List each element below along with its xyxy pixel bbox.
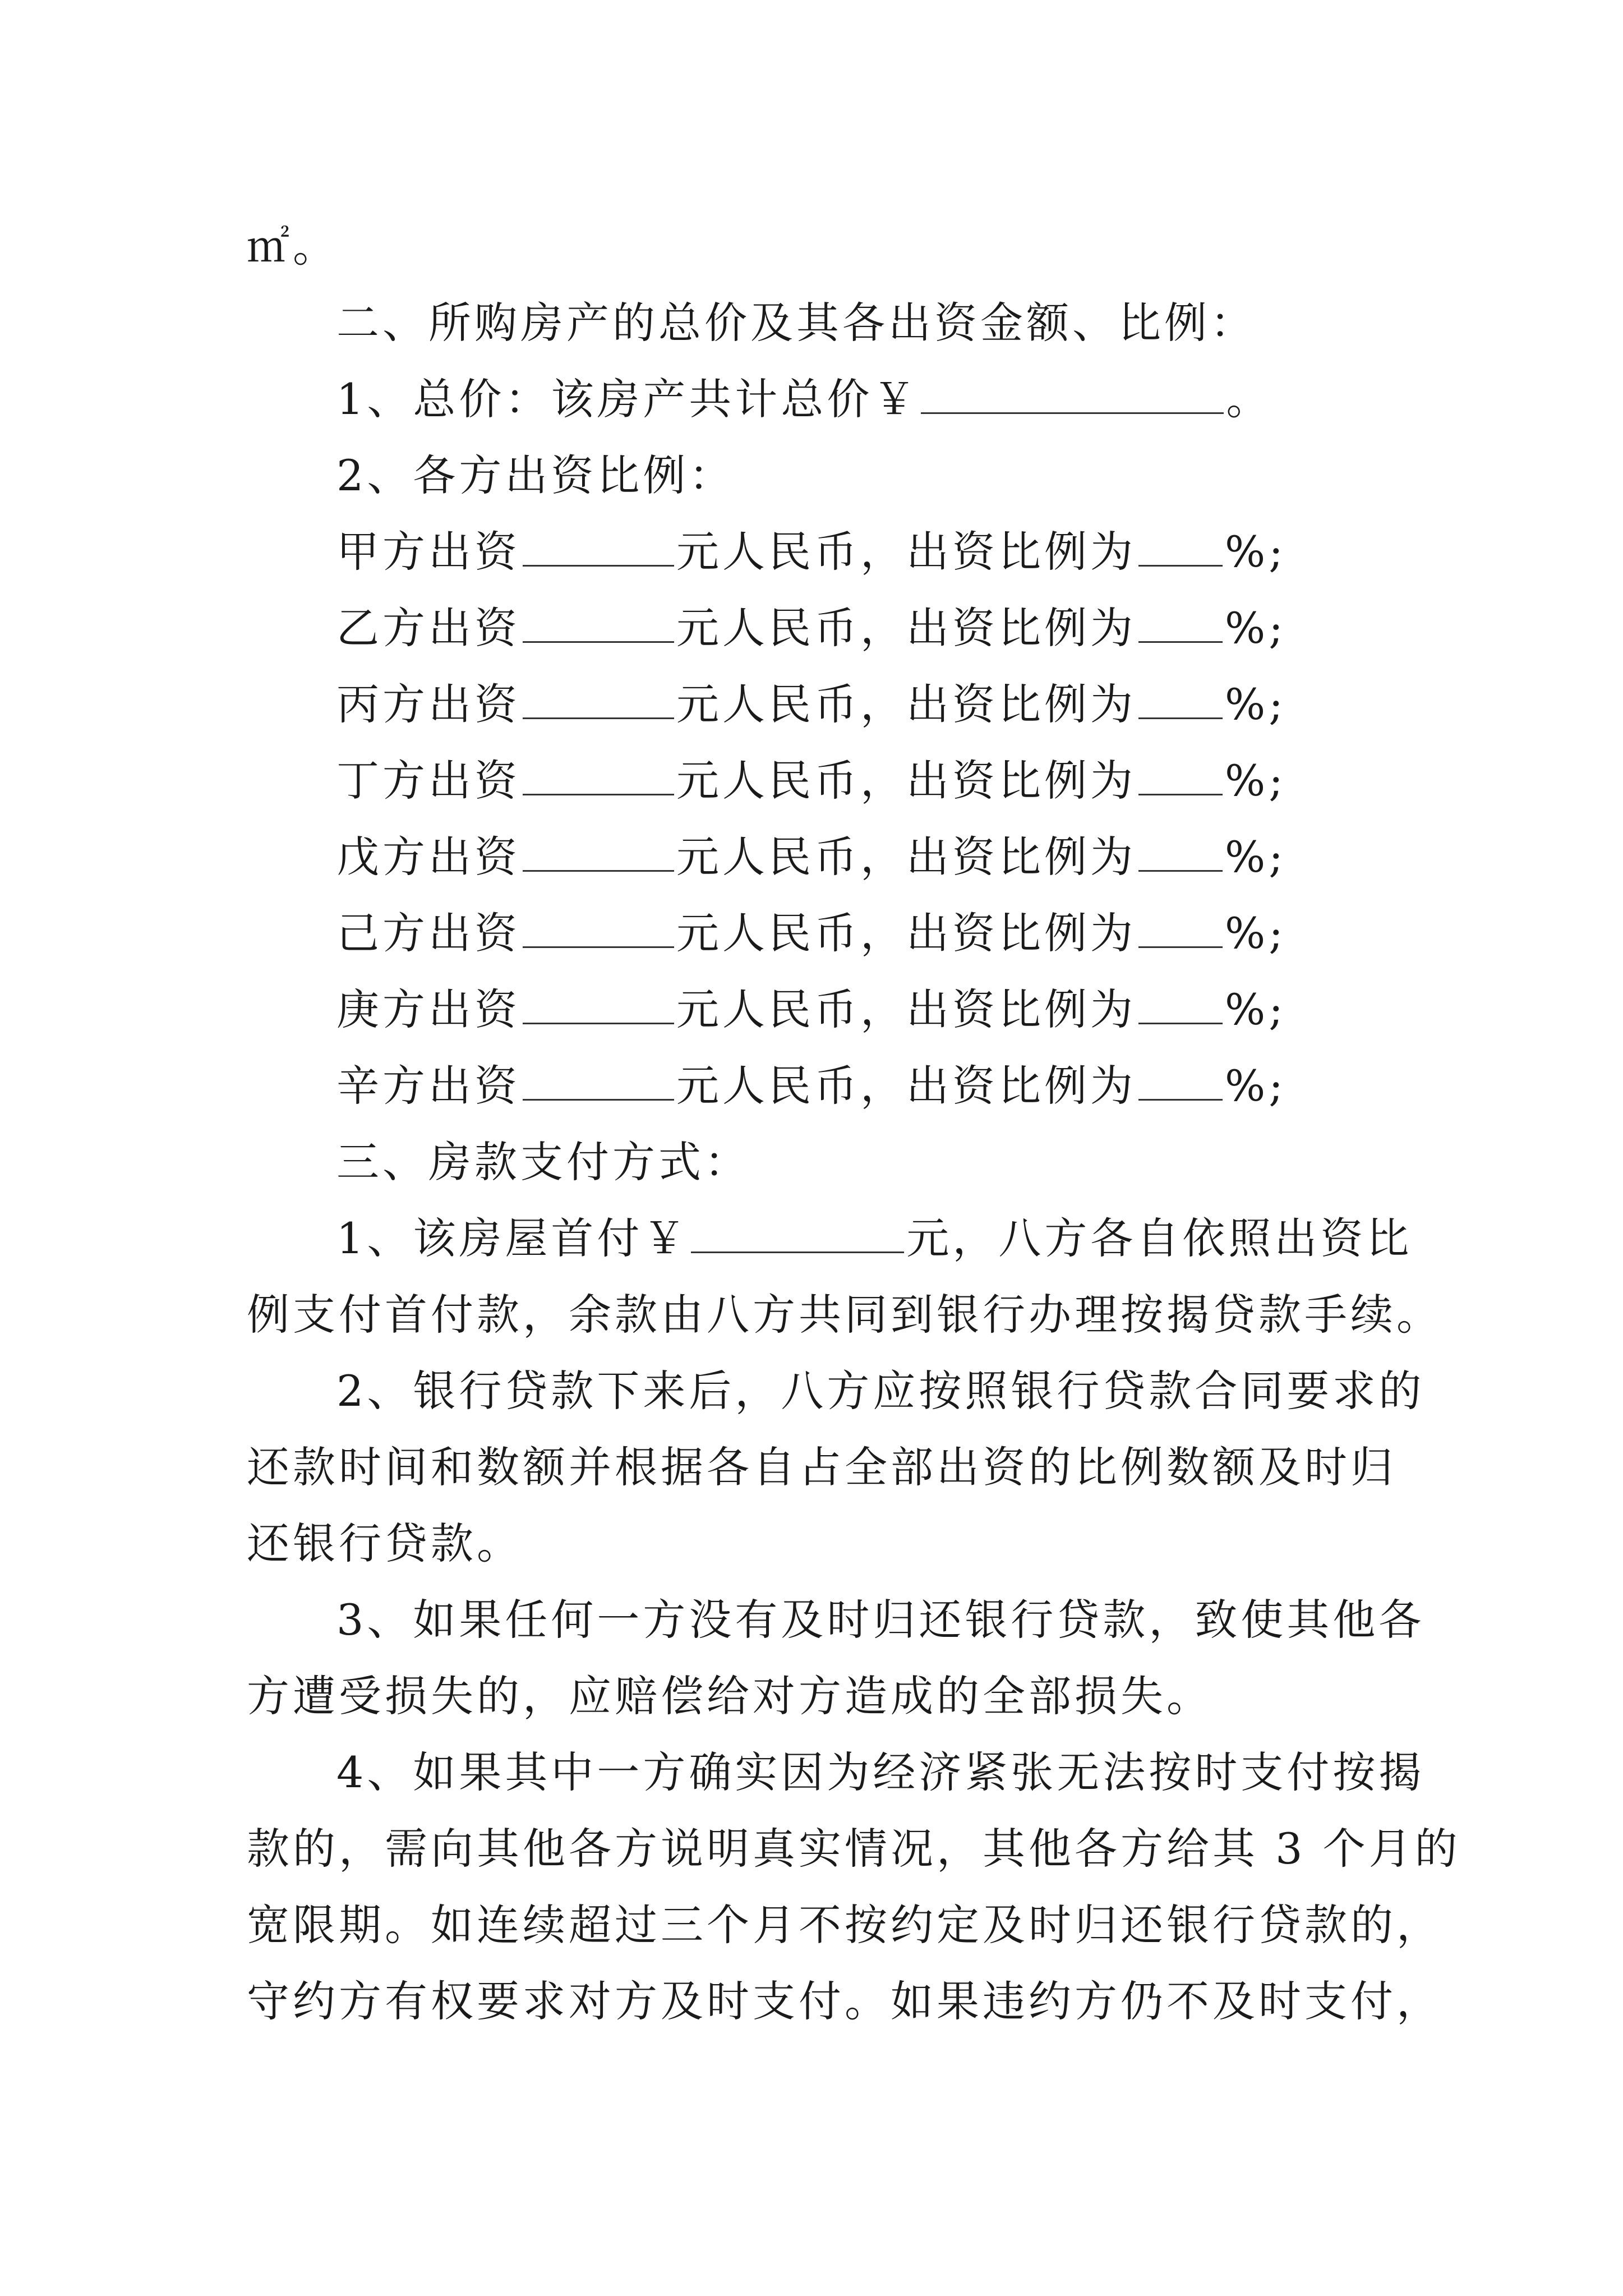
- party-suffix: %;: [1225, 756, 1287, 806]
- area-unit-line: [247, 209, 1380, 285]
- party-label: 丁方出资: [336, 756, 520, 806]
- party-percent-blank[interactable]: [1138, 683, 1223, 719]
- paragraph-4-line-3: [247, 1887, 1442, 1963]
- party-amount-blank[interactable]: [523, 530, 674, 567]
- party-percent-blank[interactable]: [1138, 1064, 1223, 1101]
- party-line: [247, 514, 1380, 590]
- party-line: [247, 819, 1380, 895]
- party-mid-text: 元人民币，出资比例为: [676, 756, 1136, 806]
- party-amount-blank[interactable]: [523, 1064, 674, 1101]
- party-amount-blank[interactable]: [523, 606, 674, 643]
- party-amount-blank[interactable]: [523, 835, 674, 872]
- down-payment-blank[interactable]: [691, 1217, 904, 1253]
- area-unit-text: ㎡。: [247, 222, 339, 272]
- down-payment-label: 1、该房屋首付￥: [336, 1213, 689, 1263]
- party-mid-text: 元人民币，出资比例为: [676, 603, 1136, 653]
- party-label: 戊方出资: [336, 832, 520, 882]
- party-label: 丙方出资: [336, 679, 520, 729]
- party-line: [247, 1048, 1380, 1124]
- paragraph-text: 2、银行贷款下来后，八方应按照银行贷款合同要求的: [336, 1366, 1425, 1416]
- party-mid-text: 元人民币，出资比例为: [676, 832, 1136, 882]
- paragraph-text: 方遭受损失的，应赔偿给对方造成的全部损失。: [247, 1671, 1212, 1721]
- party-label: 辛方出资: [336, 1061, 520, 1111]
- party-suffix: %;: [1225, 908, 1287, 958]
- party-suffix: %;: [1225, 603, 1287, 653]
- party-mid-text: 元人民币，出资比例为: [676, 984, 1136, 1034]
- paragraph-3-line-2: [247, 1658, 1380, 1734]
- party-amount-blank[interactable]: [523, 988, 674, 1024]
- party-mid-text: 元人民币，出资比例为: [676, 527, 1136, 577]
- party-amount-blank[interactable]: [523, 912, 674, 948]
- paragraph-text: 款的，需向其他各方说明真实情况，其他各方给其 3 个月的: [247, 1824, 1461, 1874]
- party-label: 庚方出资: [336, 984, 520, 1034]
- party-suffix: %;: [1225, 1061, 1287, 1111]
- party-line: [247, 895, 1380, 972]
- paragraph-1-line-1: [247, 1200, 1413, 1277]
- party-line: [247, 666, 1380, 743]
- paragraph-text: 例支付首付款，余款由八方共同到银行办理按揭贷款手续。: [247, 1290, 1442, 1340]
- paragraph-3-line-1: [247, 1582, 1425, 1658]
- section-3-title: [247, 1124, 1380, 1200]
- section-2-title: [247, 285, 1380, 361]
- total-price-suffix: 。: [1226, 374, 1272, 424]
- paragraph-text: 还款时间和数额并根据各自占全部出资的比例数额及时归: [247, 1442, 1396, 1492]
- party-mid-text: 元人民币，出资比例为: [676, 1061, 1136, 1111]
- party-amount-blank[interactable]: [523, 759, 674, 795]
- paragraph-4-line-1: [247, 1734, 1425, 1811]
- party-mid-text: 元人民币，出资比例为: [676, 908, 1136, 958]
- section-3-title-text: 三、房款支付方式：: [336, 1137, 750, 1187]
- party-line: [247, 972, 1380, 1048]
- party-label: 乙方出资: [336, 603, 520, 653]
- party-suffix: %;: [1225, 679, 1287, 729]
- paragraph-text: 宽限期。如连续超过三个月不按约定及时归还银行贷款的，: [247, 1900, 1442, 1950]
- down-payment-suffix: 元，八方各自依照出资比: [906, 1213, 1413, 1263]
- ratio-title: [247, 438, 1380, 514]
- party-label: 甲方出资: [336, 527, 520, 577]
- paragraph-1-line-2: [247, 1277, 1442, 1353]
- party-suffix: %;: [1225, 832, 1287, 882]
- party-percent-blank[interactable]: [1138, 988, 1223, 1024]
- paragraph-2-line-3: [247, 1506, 1380, 1582]
- party-amount-blank[interactable]: [523, 683, 674, 719]
- paragraph-text: 还银行贷款。: [247, 1519, 523, 1568]
- document-body: [247, 209, 1461, 2040]
- party-percent-blank[interactable]: [1138, 912, 1223, 948]
- total-price-label: 1、总价：该房产共计总价￥: [336, 374, 919, 424]
- total-price-line: [247, 361, 1380, 438]
- party-line: [247, 743, 1380, 819]
- paragraph-text: 守约方有权要求对方及时支付。如果违约方仍不及时支付，: [247, 1976, 1442, 2026]
- section-2-title-text: 二、所购房产的总价及其各出资金额、比例：: [336, 298, 1256, 348]
- paragraph-2-line-2: [247, 1429, 1396, 1506]
- total-price-blank[interactable]: [921, 378, 1224, 414]
- paragraph-4-line-2: [247, 1811, 1461, 1887]
- party-percent-blank[interactable]: [1138, 835, 1223, 872]
- party-label: 己方出资: [336, 908, 520, 958]
- ratio-title-text: 2、各方出资比例：: [336, 450, 735, 500]
- party-percent-blank[interactable]: [1138, 606, 1223, 643]
- party-percent-blank[interactable]: [1138, 759, 1223, 795]
- party-mid-text: 元人民币，出资比例为: [676, 679, 1136, 729]
- paragraph-4-line-4: [247, 1963, 1442, 2040]
- party-percent-blank[interactable]: [1138, 530, 1223, 567]
- paragraph-text: 3、如果任何一方没有及时归还银行贷款，致使其他各: [336, 1595, 1425, 1645]
- party-line: [247, 590, 1380, 666]
- party-suffix: %;: [1225, 984, 1287, 1034]
- paragraph-text: 4、如果其中一方确实因为经济紧张无法按时支付按揭: [336, 1747, 1425, 1797]
- party-suffix: %;: [1225, 527, 1287, 577]
- paragraph-2-line-1: [247, 1353, 1425, 1429]
